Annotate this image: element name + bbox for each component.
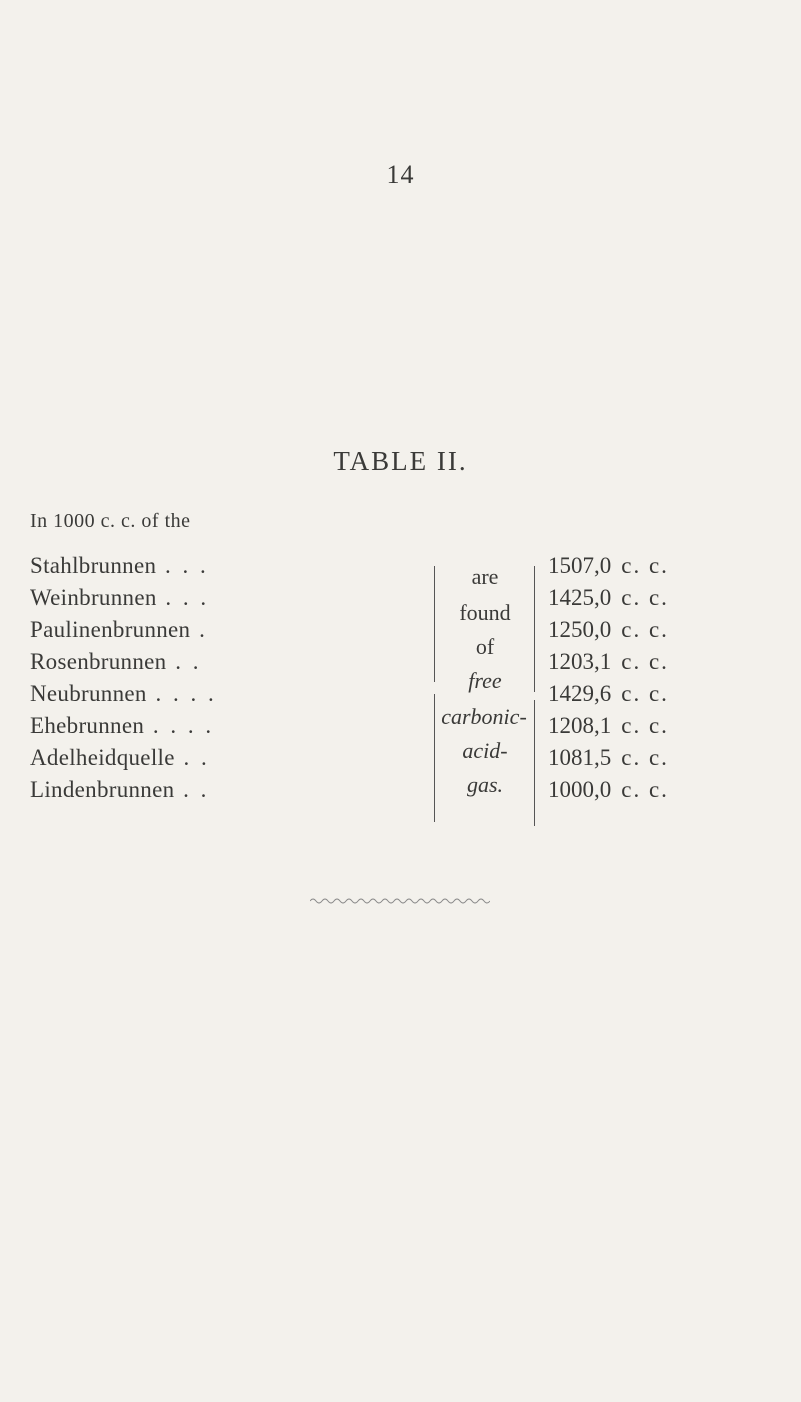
value-row (548, 582, 669, 614)
leader-dots: . . . (156, 553, 209, 578)
value-row (548, 614, 669, 646)
value-row (548, 710, 669, 742)
value: 1429,6 (548, 681, 612, 706)
unit: c. c. (621, 649, 669, 674)
right-brace-upper (534, 566, 539, 692)
unit: c. c. (621, 617, 669, 642)
leader-dots: . . . . (146, 681, 217, 706)
value: 1507,0 (548, 553, 612, 578)
value: 1250,0 (548, 617, 612, 642)
leader-dots: . . . (156, 585, 210, 610)
spring-name: Paulinenbrunnen (30, 617, 191, 642)
unit: c. c. (621, 553, 669, 578)
value: 1081,5 (548, 745, 612, 770)
spring-row (30, 710, 217, 742)
right-brace-lower (534, 700, 539, 826)
value: 1208,1 (548, 713, 612, 738)
spring-row (30, 550, 217, 582)
spring-name: Rosenbrunnen (30, 649, 167, 674)
table-intro: In 1000 c. c. of the (30, 510, 191, 532)
leader-dots: . . (174, 745, 210, 770)
middle-word: free (468, 668, 502, 693)
middle-word: gas. (466, 772, 504, 797)
value-row (548, 678, 669, 710)
spring-name: Stahlbrunnen (30, 553, 157, 578)
middle-word: carbonic- (441, 704, 527, 729)
leader-dots: . (190, 617, 208, 642)
unit: c. c. (621, 745, 669, 770)
spring-name: Lindenbrunnen (30, 777, 175, 802)
leader-dots: . . (174, 777, 210, 802)
value-row (548, 774, 669, 806)
spring-row (30, 582, 217, 614)
spring-name: Neubrunnen (30, 681, 147, 706)
unit: c. c. (621, 713, 669, 738)
value: 1425,0 (548, 585, 612, 610)
values-column (548, 550, 669, 806)
middle-word: of (475, 634, 495, 659)
spring-row (30, 646, 217, 678)
spring-row (30, 774, 217, 806)
spring-row (30, 614, 217, 646)
table-title: TABLE II. (333, 446, 468, 476)
value: 1203,1 (548, 649, 612, 674)
page-number: 14 (386, 160, 415, 189)
middle-word: are (471, 564, 499, 589)
unit: c. c. (621, 585, 669, 610)
spring-names-column (30, 550, 217, 806)
spring-row (30, 742, 217, 774)
spring-name: Weinbrunnen (30, 585, 157, 610)
value: 1000,0 (548, 777, 612, 802)
value-row (548, 550, 669, 582)
unit: c. c. (621, 681, 669, 706)
value-row (548, 742, 669, 774)
middle-word: found (459, 600, 511, 625)
value-row (548, 646, 669, 678)
left-brace-upper (430, 566, 435, 682)
spring-row (30, 678, 217, 710)
unit: c. c. (621, 777, 669, 802)
spring-name: Adelheidquelle (30, 745, 175, 770)
ornamental-rule (310, 896, 490, 904)
leader-dots: . . . . (144, 713, 215, 738)
middle-word: acid- (462, 738, 508, 763)
spring-name: Ehebrunnen (30, 713, 145, 738)
leader-dots: . . (166, 649, 202, 674)
